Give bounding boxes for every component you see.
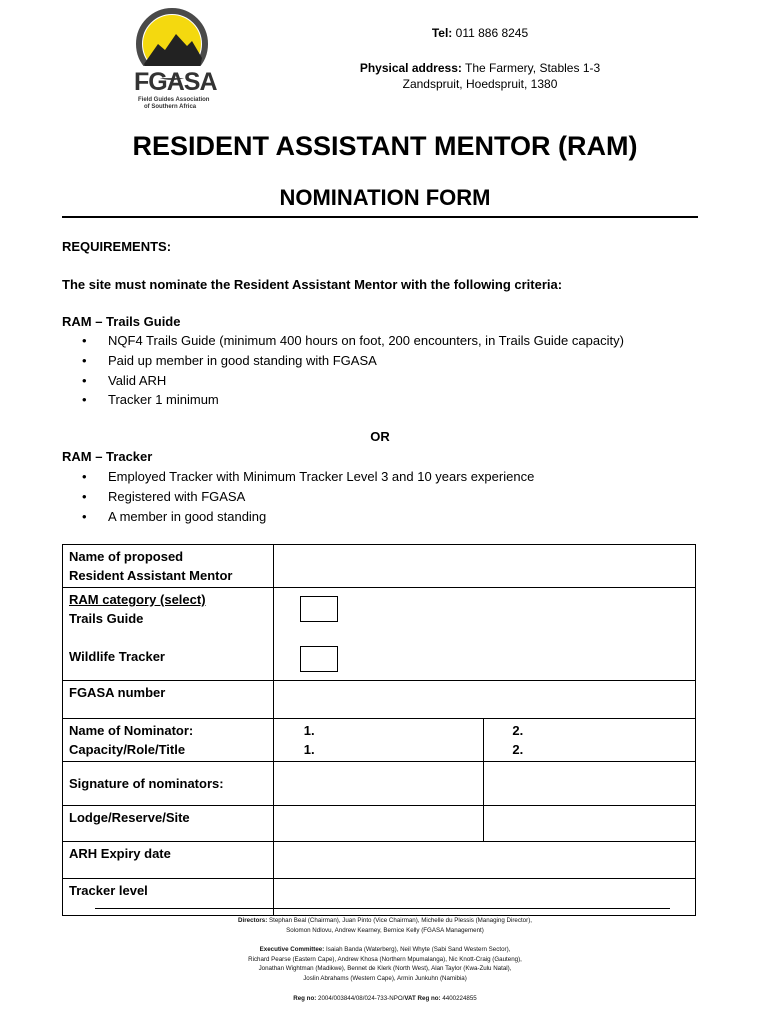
list-item: • Valid ARH <box>108 371 624 391</box>
requirements-heading: REQUIREMENTS: <box>62 239 172 254</box>
arh-expiry-label: ARH Expiry date <box>63 842 274 879</box>
fgasa-number-label: FGASA number <box>63 681 274 719</box>
trails-criteria-list <box>62 331 624 410</box>
directors-line2: Solomon Ndlovu, Andrew Kearney, Bernice Kelly (FGASA Management) <box>286 926 484 934</box>
name-label-line2: Resident Assistant Mentor <box>69 568 233 583</box>
name-input-field[interactable] <box>273 545 695 588</box>
logo-subtitle-line2: of Southern Africa <box>144 104 197 110</box>
exec-line4: Joslin Abrahams (Western Cape), Armin Junkuhn (Namibia) <box>303 974 467 982</box>
exec-line3: Jonathan Wightman (Madikwe), Bennet de Klerk (North West), Alan Taylor (Kwa-Zulu Natal), <box>258 965 512 972</box>
reg-value: 2004/003844/08/024-733-NPO/ <box>318 995 405 1002</box>
capacity-1-number: 1. <box>303 742 315 757</box>
table-row <box>63 842 696 879</box>
category-label-cell <box>63 588 274 681</box>
vat-label: VAT Reg no: <box>404 995 441 1002</box>
table-row <box>63 588 696 681</box>
capacity-label: Capacity/Role/Title <box>69 742 186 757</box>
table-row <box>63 806 696 842</box>
criteria-intro: The site must nominate the Resident Assistant Mentor with the following criteria: <box>62 277 563 292</box>
contact-address <box>280 60 680 92</box>
or-separator: OR <box>370 429 390 444</box>
list-item: • A member in good standing <box>108 507 534 527</box>
tracker-level-label: Tracker level <box>63 879 274 916</box>
tracker-criteria-list <box>62 467 534 526</box>
logo-subtitle-line1: Field Guides Association <box>138 97 210 103</box>
logo-subtitle <box>138 97 238 111</box>
vat-value: 4400224855 <box>442 995 477 1002</box>
category-label: RAM category (select) <box>69 592 206 607</box>
address-line2: Zandspruit, Hoedspruit, 1380 <box>402 77 558 91</box>
trails-heading: RAM – Trails Guide <box>62 314 181 329</box>
table-row <box>63 879 696 916</box>
table-row <box>63 681 696 719</box>
tracker-heading: RAM – Tracker <box>62 449 153 464</box>
lodge-label: Lodge/Reserve/Site <box>63 806 274 842</box>
title-divider <box>62 216 698 218</box>
nominator-2-number: 2. <box>512 723 524 738</box>
directors-line1: Stephan Beal (Chairman), Juan Pinto (Vice Chairman), Michelle du Plessis (Managing Director), <box>269 917 532 924</box>
category-option-wildlife-tracker: Wildlife Tracker <box>69 649 165 664</box>
nominator-1-field[interactable] <box>273 719 484 762</box>
list-item: • Paid up member in good standing with FGASA <box>108 351 624 371</box>
lodge-1-field[interactable] <box>273 806 484 842</box>
tel-label: Tel: <box>431 26 453 40</box>
nominator-2-field[interactable] <box>484 719 696 762</box>
footer-executive <box>60 945 710 983</box>
nominator-1-number: 1. <box>303 723 315 738</box>
tracker-level-field[interactable] <box>273 879 695 916</box>
category-option-trails-guide: Trails Guide <box>69 611 144 626</box>
wildlife-tracker-checkbox[interactable] <box>300 646 338 672</box>
footer-directors <box>60 916 710 935</box>
nominator-label-cell <box>63 719 274 762</box>
trails-guide-checkbox[interactable] <box>300 596 338 622</box>
name-label-cell <box>63 545 274 588</box>
list-item: • NQF4 Trails Guide (minimum 400 hours on foot, 200 encounters, in Trails Guide capacity) <box>108 331 624 351</box>
list-item: • Employed Tracker with Minimum Tracker Level 3 and 10 years experience <box>108 467 534 487</box>
logo-text: FGASA <box>134 68 217 96</box>
fgasa-number-field[interactable] <box>273 681 695 719</box>
signature-label: Signature of nominators: <box>63 762 274 806</box>
contact-tel <box>280 25 680 41</box>
address-label: Physical address: <box>359 61 462 75</box>
footer-registration <box>60 994 710 1004</box>
fgasa-logo <box>132 6 242 112</box>
address-line1: The Farmery, Stables 1-3 <box>465 61 601 75</box>
table-row <box>63 545 696 588</box>
signature-2-field[interactable] <box>484 762 696 806</box>
tel-value: 011 886 8245 <box>455 26 529 40</box>
footer-divider <box>95 908 670 909</box>
capacity-2-number: 2. <box>512 742 524 757</box>
category-select-cell <box>273 588 695 681</box>
page-title: RESIDENT ASSISTANT MENTOR (RAM) <box>132 131 638 161</box>
table-row <box>63 719 696 762</box>
lodge-2-field[interactable] <box>484 806 696 842</box>
name-label-line1: Name of proposed <box>69 549 184 564</box>
page-subtitle: NOMINATION FORM <box>279 185 491 210</box>
list-item: • Tracker 1 minimum <box>108 390 624 410</box>
nominator-label: Name of Nominator: <box>69 723 194 738</box>
exec-line1: Isaiah Banda (Waterberg), Neil Whyte (Sabi Sand Western Sector), <box>326 946 511 953</box>
exec-label: Executive Committee: <box>259 946 325 953</box>
nomination-form-table <box>62 544 696 916</box>
signature-1-field[interactable] <box>273 762 484 806</box>
exec-line2: Richard Pearse (Eastern Cape), Andrew Khosa (Northern Mpumalanga), Nic Knott-Craig (Gauteng), <box>248 955 522 963</box>
table-row <box>63 762 696 806</box>
arh-expiry-field[interactable] <box>273 842 695 879</box>
directors-label: Directors: <box>238 917 268 924</box>
reg-label: Reg no: <box>293 995 317 1002</box>
list-item: • Registered with FGASA <box>108 487 534 507</box>
